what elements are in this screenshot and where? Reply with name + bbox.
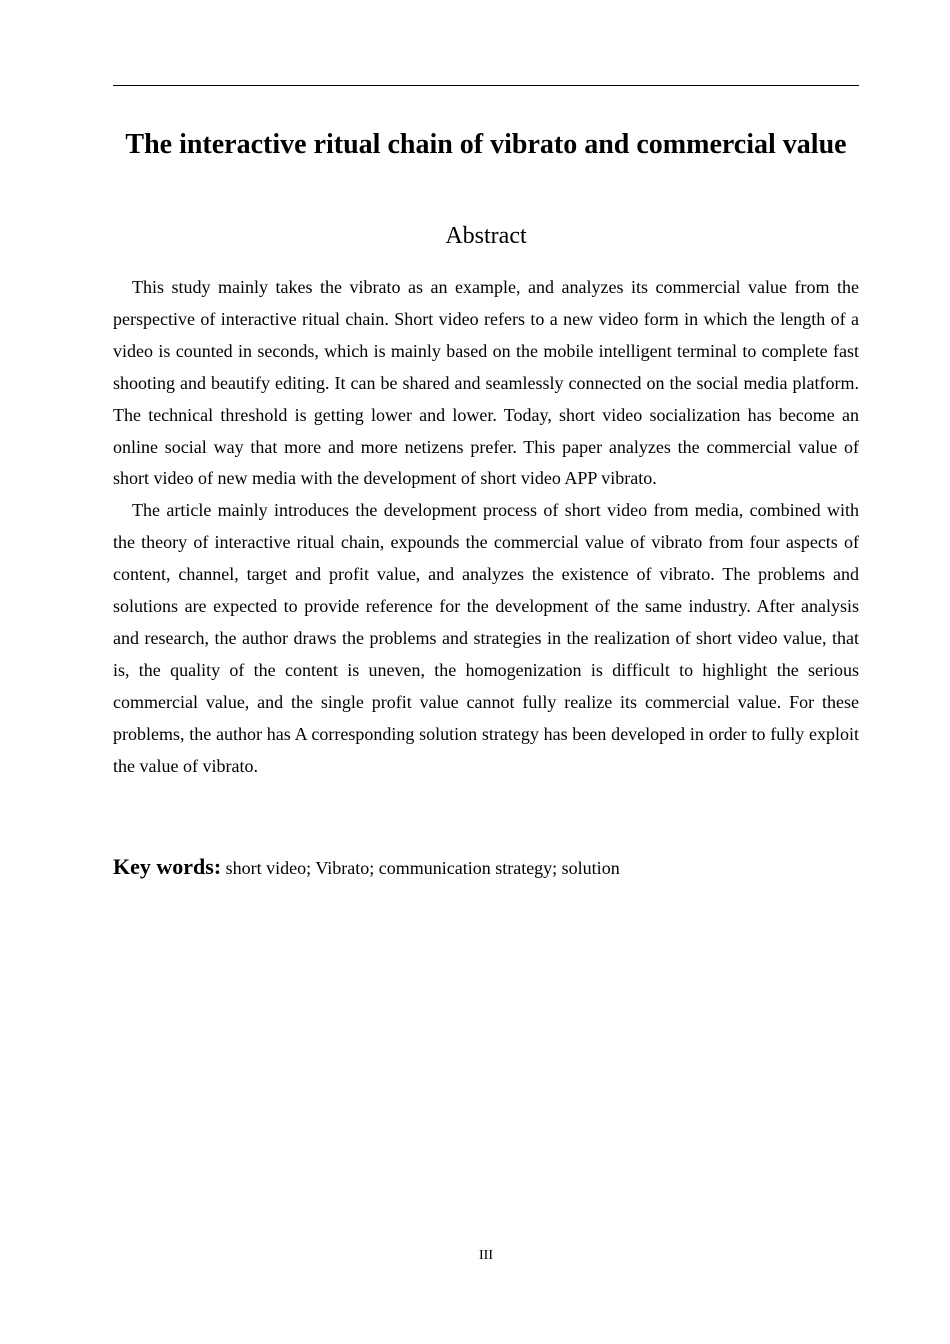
abstract-paragraph: The article mainly introduces the development process of short video from media, combined with the theory of interactive ritual chain, expounds the commercial value of vibrato from four aspects of content, channel, target and profit value, and analyzes the existence of vibrato. The problems and solutions are expected to provide reference for the development of the same industry. After analysis and research, the author draws the problems and strategies in the realization of short video value, that is, the quality of the content is uneven, the homogenization is difficult to highlight the serious commercial value, and the single profit value cannot fully realize its commercial value. For these problems, the author has A corresponding solution strategy has been developed in order to fully exploit the value of vibrato. (113, 500, 859, 776)
document-title: The interactive ritual chain of vibrato and commercial value (125, 129, 847, 160)
abstract-paragraph: This study mainly takes the vibrato as an example, and analyzes its commercial value from the perspective of interactive ritual chain. Short video refers to a new video form in which the length of a video is counted in seconds, which is mainly based on the mobile intelligent terminal to complete fast shooting and beautify editing. It can be shared and seamlessly connected on the social media platform. The technical threshold is getting lower and lower. Today, short video socialization has become an online social way that more and more netizens prefer. This paper analyzes the commercial value of short video of new media with the development of short video APP vibrato. (113, 277, 859, 489)
keywords (113, 851, 859, 884)
keywords-list: short video; Vibrato; communication strategy; solution (225, 858, 620, 878)
header-rule (113, 85, 859, 86)
page-number: III (479, 1248, 493, 1263)
keywords-label: Key words: (113, 854, 222, 879)
abstract-body (113, 272, 859, 783)
abstract-heading: Abstract (445, 223, 527, 249)
